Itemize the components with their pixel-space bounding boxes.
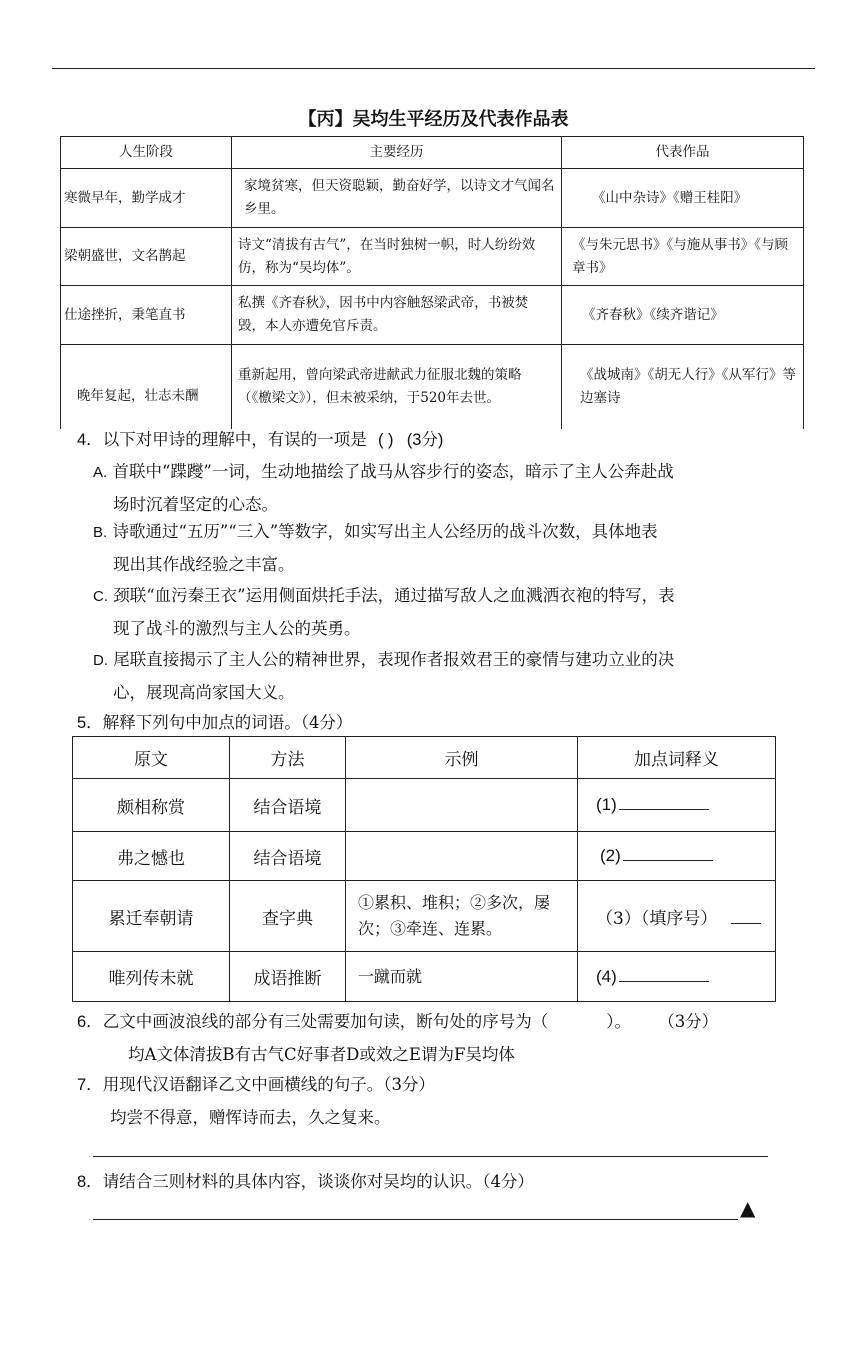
table-row bbox=[61, 345, 804, 430]
original-cell: 弗之憾也 bbox=[73, 832, 230, 881]
question-number: 4． bbox=[77, 431, 103, 449]
header-method: 方法 bbox=[230, 737, 346, 779]
answer-label: (2) bbox=[600, 846, 621, 865]
works-cell: 《齐春秋》《续齐谐记》 bbox=[562, 286, 804, 345]
method-cell: 结合语境 bbox=[230, 779, 346, 832]
question-close: ）。 bbox=[606, 1012, 631, 1031]
experience-cell: 重新起用，曾向梁武帝进献武力征服北魏的策略（《檄梁文》），但未被采纳，于520年去世。 bbox=[232, 345, 562, 430]
question-stem: 解释下列句中加点的词语。（4分） bbox=[102, 713, 353, 732]
stage-cell: 仕途挫折，秉笔直书 bbox=[61, 286, 232, 345]
option-text-cont: 现了战斗的激烈与主人公的英勇。 bbox=[113, 619, 361, 638]
header-experience: 主要经历 bbox=[232, 137, 562, 169]
question-6 bbox=[77, 1010, 718, 1034]
method-cell: 成语推断 bbox=[230, 952, 346, 1002]
answer-cell bbox=[578, 881, 776, 952]
method-cell: 查字典 bbox=[230, 881, 346, 952]
option-letter: C. bbox=[93, 588, 108, 605]
table-row bbox=[73, 832, 776, 881]
experience-cell: 家境贫寒，但天资聪颖，勤奋好学，以诗文才气闻名乡里。 bbox=[232, 169, 562, 228]
option-text: 尾联直接揭示了主人公的精神世界，表现作者报效君王的豪情与建功立业的决 bbox=[113, 650, 675, 669]
experience-cell: 诗文“清拔有古气”，在当时独树一帜，时人纷纷效仿，称为“吴均体”。 bbox=[232, 228, 562, 286]
question-number: 5． bbox=[77, 714, 103, 732]
table-row bbox=[73, 952, 776, 1002]
answer-line[interactable] bbox=[93, 1219, 738, 1220]
question-number: 8． bbox=[77, 1173, 103, 1191]
option-letter: D. bbox=[93, 652, 108, 669]
table-header-row bbox=[61, 137, 804, 169]
biography-table bbox=[60, 136, 804, 429]
question-number: 7． bbox=[77, 1076, 103, 1094]
answer-label: (4) bbox=[596, 966, 617, 986]
answer-line[interactable] bbox=[93, 1156, 768, 1157]
option-text: 首联中“蹀躞”一词，生动地描绘了战马从容步行的姿态，暗示了主人公奔赴战 bbox=[112, 462, 674, 481]
option-b bbox=[93, 516, 813, 581]
header-rule bbox=[52, 68, 815, 69]
option-text-cont: 场时沉着坚定的心态。 bbox=[113, 495, 278, 514]
header-original: 原文 bbox=[73, 737, 230, 779]
question-8 bbox=[77, 1170, 534, 1194]
header-example: 示例 bbox=[346, 737, 578, 779]
original-cell: 颇相称赏 bbox=[73, 779, 230, 832]
table-row bbox=[61, 286, 804, 345]
example-cell: ①累积、堆积；②多次，屡次；③牵连、连累。 bbox=[346, 881, 578, 952]
option-d bbox=[93, 644, 813, 709]
option-c bbox=[93, 580, 813, 645]
table-title: 【丙】吴均生平经历及代表作品表 bbox=[298, 109, 569, 130]
answer-blank[interactable] bbox=[619, 795, 709, 810]
answer-blank[interactable] bbox=[623, 846, 713, 861]
example-cell: 一蹴而就 bbox=[346, 952, 578, 1002]
translation-sentence: 均尝不得意，赠恽诗而去，久之复来。 bbox=[110, 1108, 391, 1127]
answer-cell bbox=[578, 832, 776, 881]
works-cell: 《山中杂诗》《赠王桂阳》 bbox=[562, 169, 804, 228]
option-text-cont: 心，展现高尚家国大义。 bbox=[113, 683, 295, 702]
stage-cell: 寒微早年，勤学成才 bbox=[61, 169, 232, 228]
answer-paren: ( ) bbox=[377, 431, 394, 449]
triangle-marker-icon: ▲ bbox=[740, 1196, 756, 1220]
experience-cell: 私撰《齐春秋》，因书中内容触怒梁武帝，书被焚毁，本人亦遭免官斥责。 bbox=[232, 286, 562, 345]
question-stem: 乙文中画波浪线的部分有三处需要加句读，断句处的序号为（ bbox=[102, 1012, 549, 1031]
question-7 bbox=[77, 1073, 435, 1097]
option-letter: B. bbox=[93, 524, 108, 541]
question-score: (3分) bbox=[406, 431, 444, 449]
works-cell: 《战城南》《胡无人行》《从军行》等边塞诗 bbox=[562, 345, 804, 430]
example-cell bbox=[346, 779, 578, 832]
option-text-cont: 现出其作战经验之丰富。 bbox=[113, 555, 295, 574]
question-5 bbox=[77, 711, 352, 735]
answer-cell bbox=[578, 952, 776, 1002]
stage-cell: 梁朝盛世，文名鹊起 bbox=[61, 228, 232, 286]
answer-label: （3）（填序号） bbox=[596, 908, 718, 929]
option-text: 诗歌通过“五历”“三入”等数字，如实写出主人公经历的战斗次数，具体地表 bbox=[112, 522, 658, 541]
question-stem: 用现代汉语翻译乙文中画横线的句子。（3分） bbox=[102, 1075, 435, 1094]
option-a bbox=[93, 456, 813, 521]
table-row bbox=[61, 169, 804, 228]
method-cell: 结合语境 bbox=[230, 832, 346, 881]
table-row bbox=[61, 228, 804, 286]
option-text: 颈联“血污秦王衣”运用侧面烘托手法，通过描写敌人之血溅洒衣袍的特写，表 bbox=[113, 586, 675, 605]
header-meaning: 加点词释义 bbox=[578, 737, 776, 779]
question-stem: 以下对甲诗的理解中，有误的一项是 bbox=[102, 430, 367, 449]
word-table bbox=[72, 736, 776, 1002]
question-4 bbox=[77, 428, 443, 452]
table-row bbox=[73, 779, 776, 832]
original-cell: 累迁奉朝请 bbox=[73, 881, 230, 952]
answer-blank[interactable] bbox=[619, 967, 709, 982]
answer-blank[interactable] bbox=[731, 909, 761, 924]
answer-label: (1) bbox=[596, 795, 617, 814]
punctuation-sentence: 均A文体清拔B有古气C好事者D或效之E谓为F吴均体 bbox=[128, 1045, 515, 1064]
table-header-row bbox=[73, 737, 776, 779]
question-score: （3分） bbox=[658, 1012, 719, 1031]
table-row bbox=[73, 881, 776, 952]
question-stem: 请结合三则材料的具体内容，谈谈你对吴均的认识。（4分） bbox=[102, 1172, 534, 1191]
header-works: 代表作品 bbox=[562, 137, 804, 169]
works-cell: 《与朱元思书》《与施从事书》《与顾章书》 bbox=[562, 228, 804, 286]
question-number: 6． bbox=[77, 1013, 103, 1031]
option-letter: A. bbox=[93, 464, 108, 481]
example-cell bbox=[346, 832, 578, 881]
original-cell: 唯列传未就 bbox=[73, 952, 230, 1002]
header-stage: 人生阶段 bbox=[61, 137, 232, 169]
stage-cell: 晚年复起，壮志未酬 bbox=[61, 345, 232, 430]
answer-cell bbox=[578, 779, 776, 832]
